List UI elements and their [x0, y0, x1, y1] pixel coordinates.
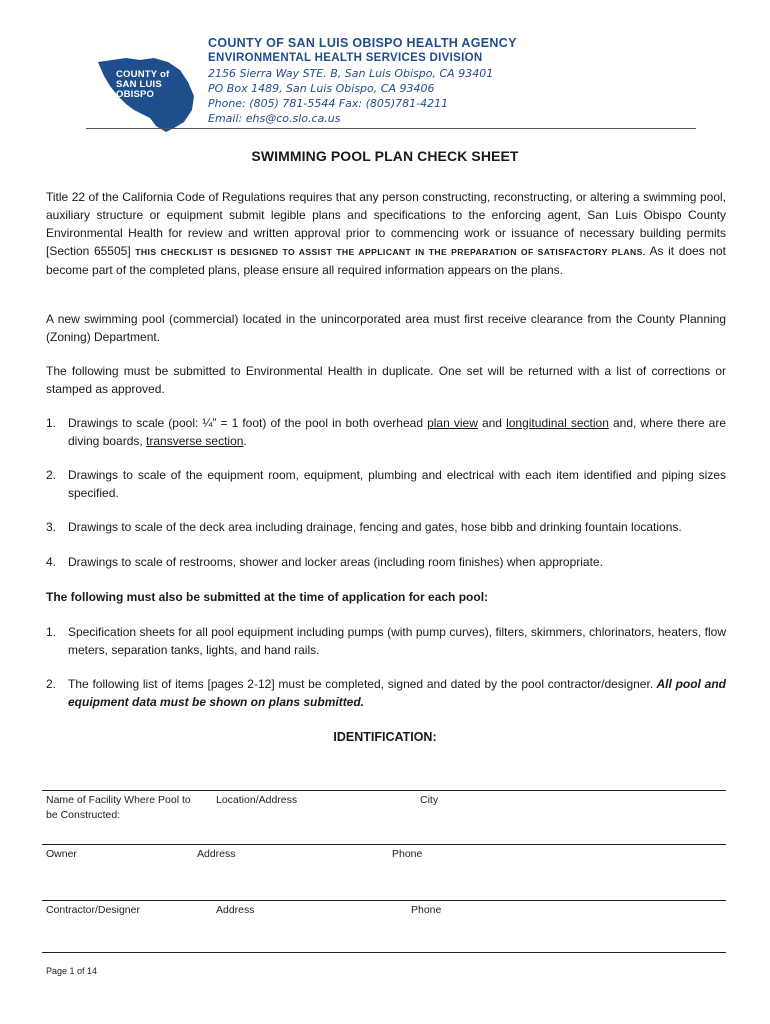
address-line-2: PO Box 1489, San Luis Obispo, CA 93406: [208, 82, 435, 95]
address-line-1: 2156 Sierra Way STE. B, San Luis Obispo, CA 93401: [208, 67, 494, 80]
facility-label: Name of Facility Where Pool to be Constructed:: [46, 794, 191, 821]
list-text: Specification sheets for all pool equipment including pumps (with pump curves), filters, skimmers, chlorinators, heaters, flow meters, separation tanks, lights, and hand rails.: [68, 625, 726, 657]
location-label: Location/Address: [216, 794, 298, 806]
list-number: 2.: [46, 677, 57, 691]
letterhead: [0, 0, 770, 130]
list-number: 3.: [46, 520, 57, 534]
list-number: 2.: [46, 468, 57, 482]
header-divider: [86, 128, 696, 129]
owner-label: Owner: [46, 848, 77, 860]
list-item: [46, 623, 726, 659]
list-item: [46, 553, 726, 571]
logo-text: COUNTY of SAN LUIS OBISPO: [116, 69, 170, 100]
agency-block: [208, 36, 628, 126]
text-regular: The following list of items [pages 2-12] must be completed, signed and dated by the pool contractor/designer.: [68, 677, 654, 691]
page-number: Page 1 of 14: [46, 966, 98, 976]
transverse-section-text: transverse section: [146, 434, 244, 448]
intro-paragraph: [46, 188, 726, 279]
identification-heading: IDENTIFICATION:: [333, 730, 437, 744]
division-name: ENVIRONMENTAL HEALTH SERVICES DIVISION: [208, 52, 483, 64]
contractor-label: Contractor/Designer: [46, 904, 140, 916]
document-title: SWIMMING POOL PLAN CHECK SHEET: [251, 148, 519, 164]
list-number: 4.: [46, 555, 57, 569]
phone-fax: Phone: (805) 781-5544 Fax: (805)781-4211: [208, 97, 449, 110]
subheading: The following must also be submitted at the time of application for each pool:: [46, 590, 489, 604]
list-item: [46, 414, 726, 450]
list-item: [46, 518, 726, 536]
text-bold-italic: All pool and equipment data must be shown on plans submitted.: [68, 677, 726, 709]
list-item: [46, 466, 726, 502]
plan-view-text: plan view: [427, 416, 478, 430]
text-c: and, where there are diving boards,: [68, 416, 726, 448]
owner-phone-label: Phone: [392, 848, 423, 860]
list-number: 1.: [46, 625, 57, 639]
contractor-address-label: Address: [216, 904, 255, 916]
planning-paragraph: A new swimming pool (commercial) located in the unincorporated area must first receive clearance from the County Planning (Zoning) Department.: [46, 312, 726, 344]
field-line-owner[interactable]: [42, 844, 726, 845]
field-line-facility[interactable]: [42, 790, 726, 791]
text-d: .: [243, 434, 247, 448]
email: Email: ehs@co.slo.ca.us: [208, 112, 341, 125]
text-b: and: [477, 416, 507, 430]
intro-caps: THIS CHECKLIST IS DESIGNED TO ASSIST THE APPLICANT IN THE PREPARATION OF SATISFACTORY PLANS.: [135, 247, 646, 257]
list-text: Drawings to scale of the deck area including drainage, fencing and gates, hose bibb and drinking fountain locations.: [68, 520, 682, 534]
intro-text-2: As it does not become part of the completed plans, please ensure all required information appears on the plans.: [46, 244, 727, 277]
city-label: City: [420, 794, 439, 806]
field-line-bottom[interactable]: [42, 952, 726, 953]
list-text: Drawings to scale of restrooms, shower and locker areas (including room finishes) when appropriate.: [68, 555, 603, 569]
duplicate-paragraph: The following must be submitted to Environmental Health in duplicate. One set will be returned with a list of corrections or stamped as approved.: [46, 364, 726, 396]
list-text: Drawings to scale of the equipment room, equipment, plumbing and electrical with each item identified and piping sizes specified.: [68, 468, 726, 500]
agency-name: COUNTY OF SAN LUIS OBISPO HEALTH AGENCY: [208, 36, 517, 50]
list-item: [46, 675, 726, 711]
field-line-contractor[interactable]: [42, 900, 726, 901]
text-a: Drawings to scale (pool: ¼” = 1 foot) of the pool in both overhead: [68, 416, 428, 430]
contractor-phone-label: Phone: [411, 904, 442, 916]
list-text: [68, 675, 726, 711]
longitudinal-section-text: longitudinal section: [506, 416, 609, 430]
list-text: [68, 414, 726, 450]
list-number: 1.: [46, 416, 57, 430]
intro-text-1: Title 22 of the California Code of Regulations requires that any person constructing, reconstructing, or altering a swimming pool, auxiliary structure or equipment submit legible plans and specifications to the enforcing agent, San Luis Obispo County Environmental Health for review and written approval prior to commencing work or issuance of necessary building permits [Section 65505]: [46, 190, 726, 258]
owner-address-label: Address: [197, 848, 236, 860]
